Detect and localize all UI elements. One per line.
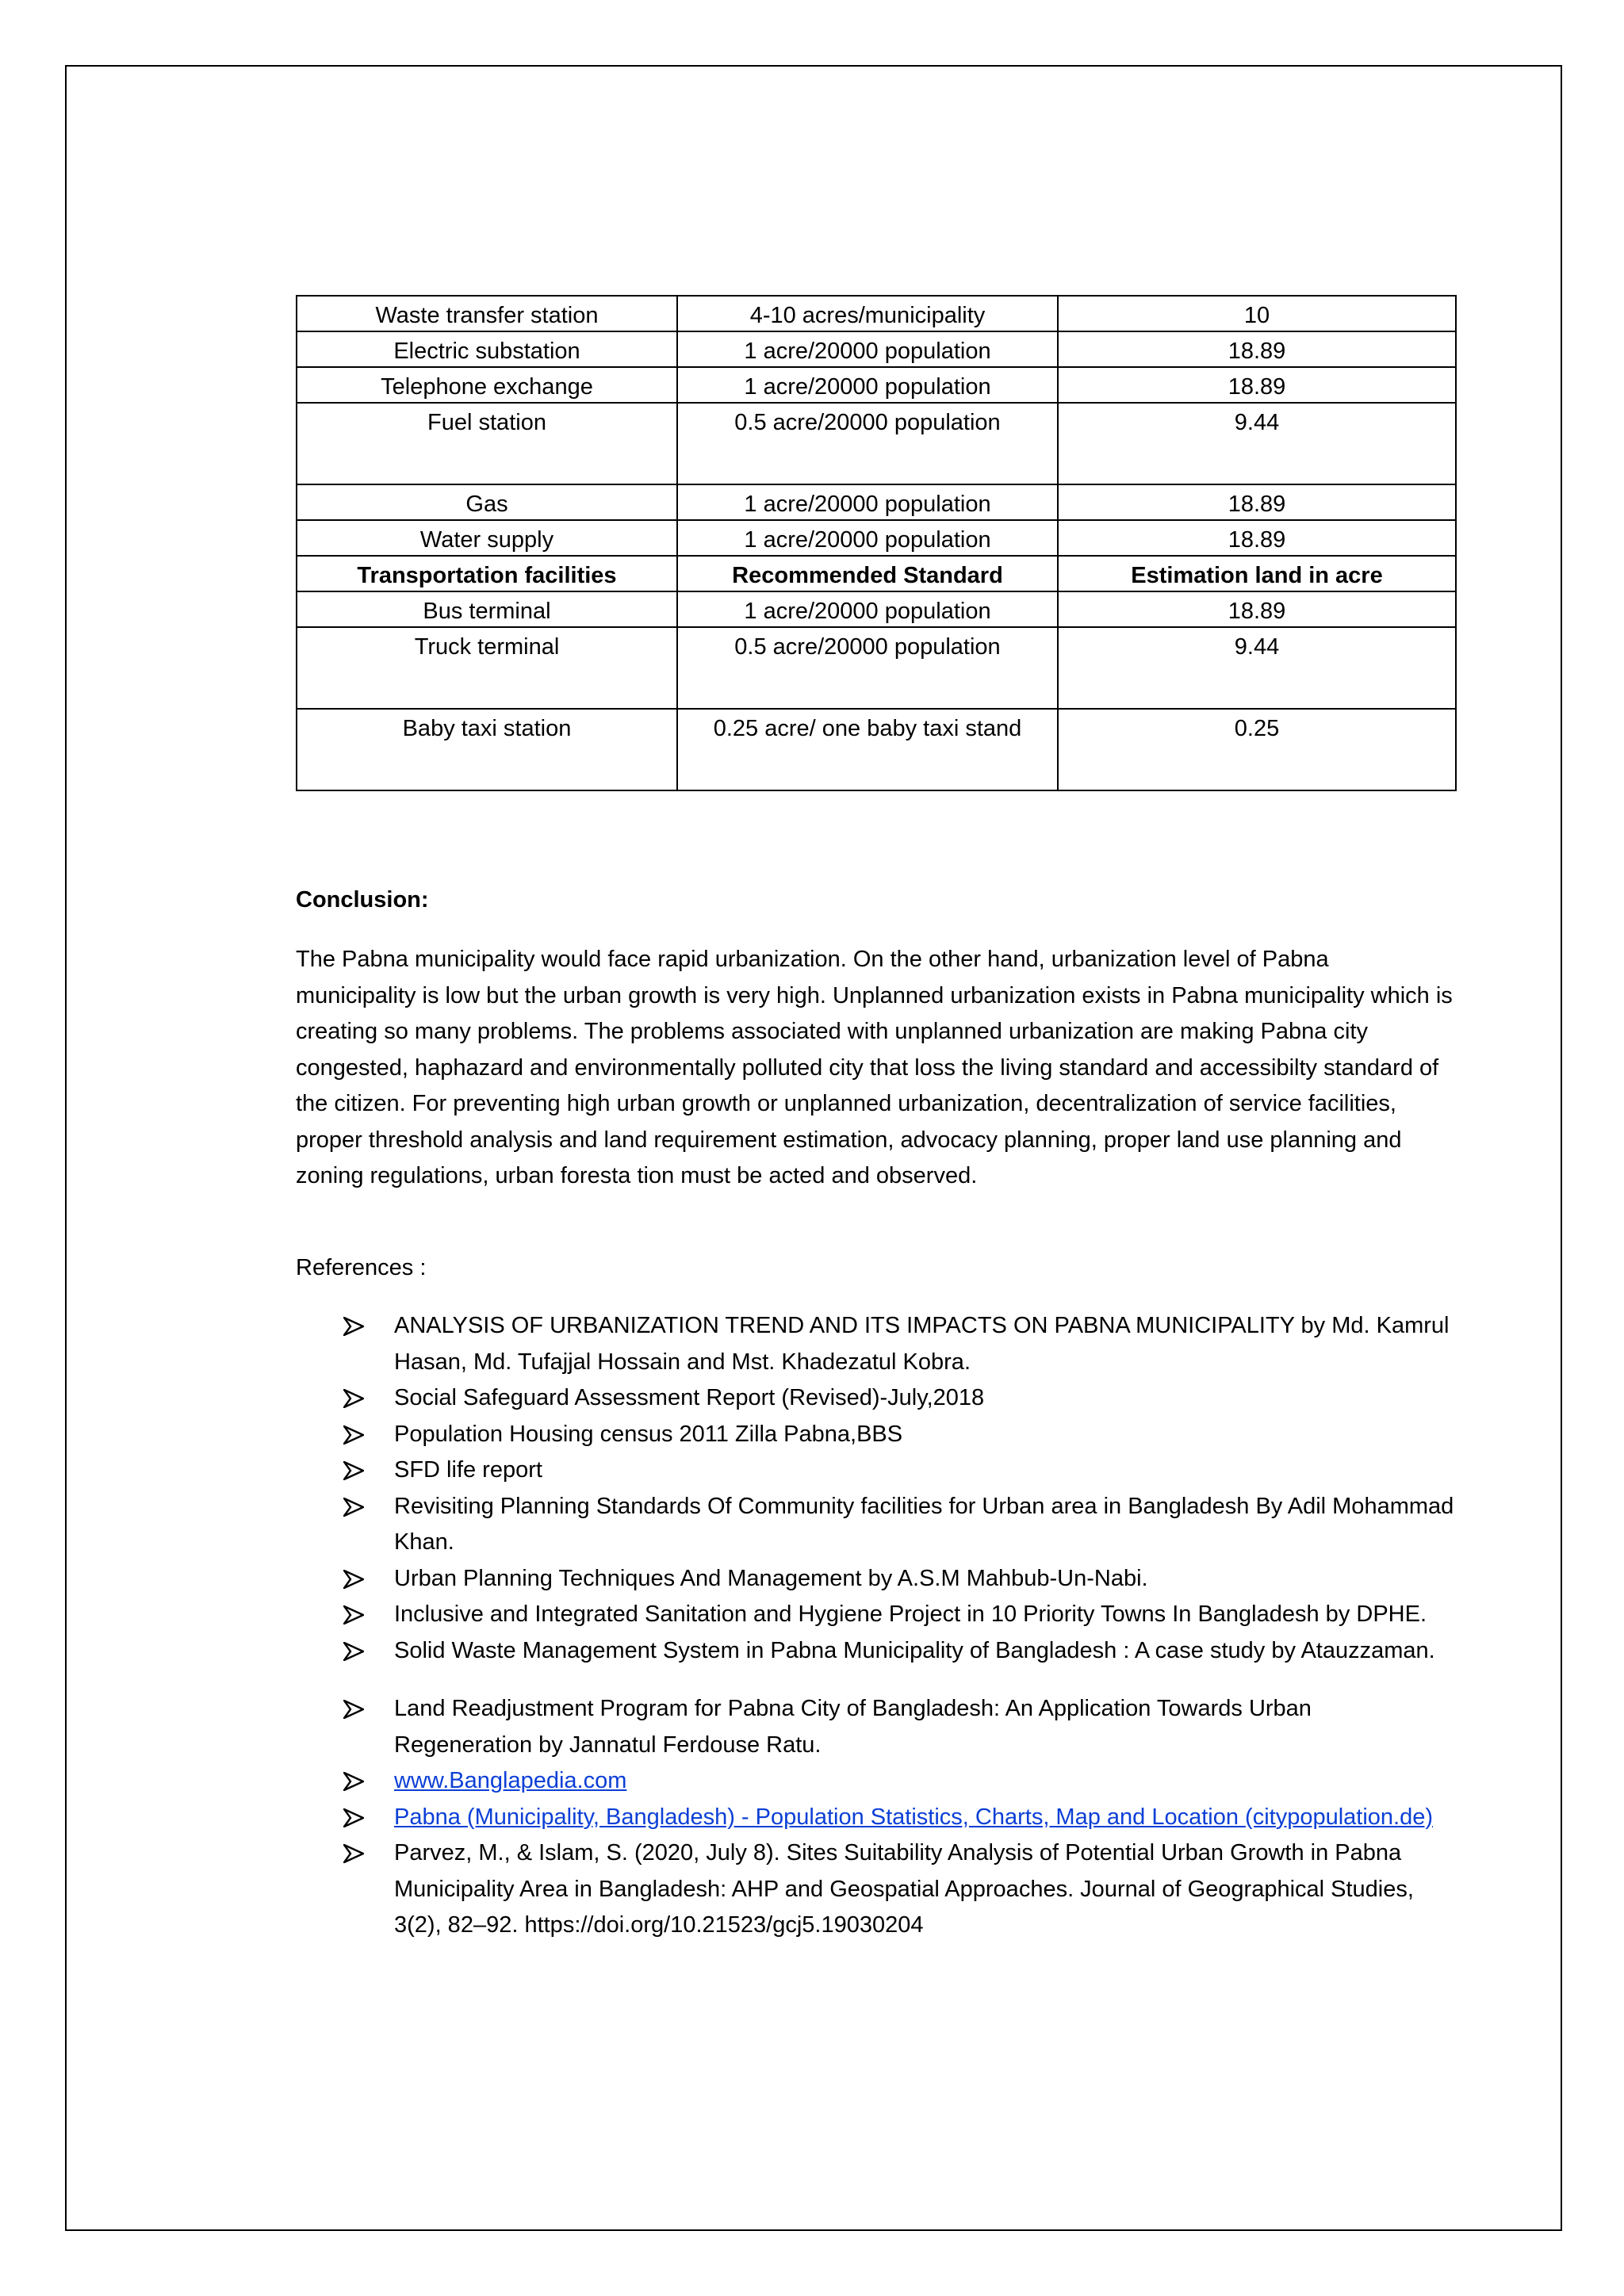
- standard-cell: 0.5 acre/20000 population: [677, 403, 1058, 484]
- estimate-cell: 18.89: [1058, 484, 1456, 520]
- reference-item: [296, 1835, 1455, 1944]
- reference-text: Land Readjustment Program for Pabna City of Bangladesh: An Application Towards Urban Regeneration by Jannatul Ferdouse Ratu.: [394, 1696, 1312, 1758]
- facility-cell: Fuel station: [297, 403, 677, 484]
- banglapedia-link[interactable]: www.Banglapedia.com: [394, 1768, 627, 1793]
- standard-cell: 1 acre/20000 population: [677, 367, 1058, 403]
- table-row: [297, 367, 1456, 403]
- references-heading: References :: [296, 1255, 427, 1280]
- estimate-cell: 18.89: [1058, 367, 1456, 403]
- standard-cell: 1 acre/20000 population: [677, 520, 1058, 556]
- standard-cell: 0.5 acre/20000 population: [677, 627, 1058, 709]
- reference-item: [296, 1763, 1455, 1800]
- reference-item: [296, 1633, 1455, 1670]
- reference-item: [296, 1452, 1455, 1489]
- table-row: [297, 627, 1456, 709]
- column-header: Transportation facilities: [297, 556, 677, 591]
- reference-text: Inclusive and Integrated Sanitation and Hygiene Project in 10 Priority Towns In Bangladesh by DPHE.: [394, 1601, 1427, 1627]
- standard-cell: 1 acre/20000 population: [677, 331, 1058, 367]
- reference-item: [296, 1597, 1455, 1633]
- arrow-bullet-icon: [343, 1417, 366, 1452]
- reference-item: [296, 1417, 1455, 1453]
- facility-cell: Telephone exchange: [297, 367, 677, 403]
- reference-item: [296, 1489, 1455, 1561]
- arrow-bullet-icon: [343, 1489, 366, 1525]
- column-header: Estimation land in acre: [1058, 556, 1456, 591]
- standard-cell: 1 acre/20000 population: [677, 591, 1058, 627]
- facility-cell: Electric substation: [297, 331, 677, 367]
- estimate-cell: 9.44: [1058, 627, 1456, 709]
- table-row: [297, 591, 1456, 627]
- facility-cell: Gas: [297, 484, 677, 520]
- arrow-bullet-icon: [343, 1835, 366, 1871]
- facility-cell: Truck terminal: [297, 627, 677, 709]
- column-header: Recommended Standard: [677, 556, 1058, 591]
- reference-text: Urban Planning Techniques And Management by A.S.M Mahbub-Un-Nabi.: [394, 1565, 1148, 1591]
- facility-cell: Water supply: [297, 520, 677, 556]
- arrow-bullet-icon: [343, 1380, 366, 1416]
- table-row: [297, 403, 1456, 484]
- conclusion-paragraph: The Pabna municipality would face rapid urbanization. On the other hand, urbanization level of Pabna municipality is low but the urban growth is very high. Unplanned urbanization exists in Pabna municipality which is creating so many problems. The problems associated with unplanned urbanization are making Pabna city congested, haphazard and environmentally polluted city that loss the living standard and accessibilty standard of the citizen. For preventing high urban growth or unplanned urbanization, decentralization of service facilities, proper threshold analysis and land requirement estimation, advocacy planning, proper land use planning and zoning regulations, urban foresta tion must be acted and observed.: [296, 947, 1453, 1188]
- citypopulation-link[interactable]: Pabna (Municipality, Bangladesh) - Population Statistics, Charts, Map and Location (citypopulation.de): [394, 1804, 1434, 1830]
- conclusion-heading: Conclusion:: [296, 887, 429, 913]
- estimate-cell: 18.89: [1058, 591, 1456, 627]
- standard-cell: 4-10 acres/municipality: [677, 296, 1058, 331]
- standard-cell: 1 acre/20000 population: [677, 484, 1058, 520]
- standard-cell: 0.25 acre/ one baby taxi stand: [677, 709, 1058, 790]
- arrow-bullet-icon: [343, 1452, 366, 1488]
- estimate-cell: 9.44: [1058, 403, 1456, 484]
- arrow-bullet-icon: [343, 1691, 366, 1727]
- estimate-cell: 18.89: [1058, 331, 1456, 367]
- land-requirement-table: [296, 295, 1457, 791]
- reference-item: [296, 1380, 1455, 1417]
- reference-item: [296, 1691, 1455, 1763]
- arrow-bullet-icon: [343, 1763, 366, 1799]
- facility-cell: Baby taxi station: [297, 709, 677, 790]
- facility-cell: Waste transfer station: [297, 296, 677, 331]
- references-list: [296, 1308, 1455, 1944]
- reference-item: [296, 1800, 1455, 1836]
- facility-cell: Bus terminal: [297, 591, 677, 627]
- reference-text: SFD life report: [394, 1457, 542, 1483]
- estimate-cell: 0.25: [1058, 709, 1456, 790]
- reference-item: [296, 1561, 1455, 1598]
- arrow-bullet-icon: [343, 1597, 366, 1632]
- table-row: [297, 484, 1456, 520]
- arrow-bullet-icon: [343, 1800, 366, 1835]
- table-row: [297, 709, 1456, 790]
- estimate-cell: 10: [1058, 296, 1456, 331]
- arrow-bullet-icon: [343, 1561, 366, 1597]
- reference-text: Social Safeguard Assessment Report (Revised)-July,2018: [394, 1385, 985, 1410]
- arrow-bullet-icon: [343, 1308, 366, 1344]
- reference-item: [296, 1308, 1455, 1380]
- estimate-cell: 18.89: [1058, 520, 1456, 556]
- table-header-row: [297, 556, 1456, 591]
- reference-text: Revisiting Planning Standards Of Community facilities for Urban area in Bangladesh By Adil Mohammad Khan.: [394, 1493, 1454, 1555]
- reference-text: ANALYSIS OF URBANIZATION TREND AND ITS IMPACTS ON PABNA MUNICIPALITY by Md. Kamrul Hasan, Md. Tufajjal Hossain and Mst. Khadezatul Kobra.: [394, 1313, 1450, 1375]
- table-row: [297, 520, 1456, 556]
- table-row: [297, 296, 1456, 331]
- arrow-bullet-icon: [343, 1633, 366, 1669]
- table-row: [297, 331, 1456, 367]
- reference-text: Solid Waste Management System in Pabna Municipality of Bangladesh : A case study by Atauzzaman.: [394, 1637, 1435, 1663]
- reference-text: Population Housing census 2011 Zilla Pabna,BBS: [394, 1421, 903, 1447]
- reference-text: Parvez, M., & Islam, S. (2020, July 8). Sites Suitability Analysis of Potential Urban Growth in Pabna Municipality Area in Bangladesh: AHP and Geospatial Approaches. Journal of Geographical Studies, 3(2), 82–92. https://doi.org/10.21523/gcj5.19030204: [394, 1840, 1414, 1938]
